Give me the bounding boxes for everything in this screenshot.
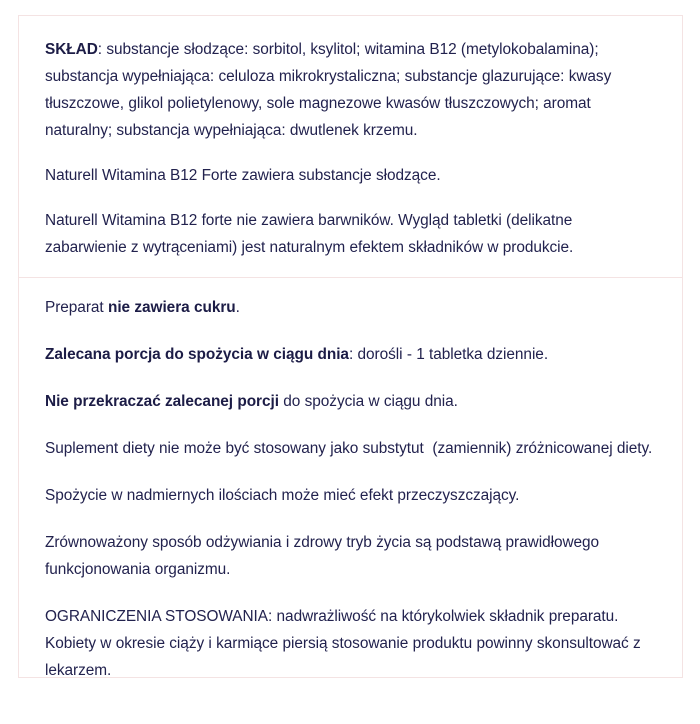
composition-paragraph-bold-lead: SKŁAD xyxy=(45,41,98,58)
composition-paragraph-text: : substancje słodzące: sorbitol, ksylitol; witamina B12 (metylokobalamina); substancja wypełniająca: celuloza mikrokrystaliczna; substancje glazurujące: kwasy tłuszczowe, glikol polietylenowy, sole magnezowe kwasów tłuszczowych; aromat naturalny; substancja wypełniająca: dwutlenek krzemu. xyxy=(45,41,612,139)
usage-paragraph-text: . xyxy=(235,299,240,316)
composition-paragraph xyxy=(45,36,658,144)
usage-paragraph-text: Zrównoważony sposób odżywiania i zdrowy tryb życia są podstawą prawidłowego funkcjonowania organizmu. xyxy=(45,534,600,578)
composition-section xyxy=(19,16,682,277)
usage-paragraph xyxy=(45,294,658,321)
usage-paragraph-prefix: Preparat xyxy=(45,299,108,316)
usage-paragraph-text: : dorośli - 1 tabletka dziennie. xyxy=(348,346,549,363)
usage-paragraph-bold-lead: nie zawiera cukru xyxy=(107,299,236,316)
usage-paragraph xyxy=(45,529,658,583)
usage-section xyxy=(19,278,682,724)
composition-paragraph xyxy=(45,162,658,189)
composition-paragraph xyxy=(45,207,658,261)
usage-paragraph-bold-lead: Zalecana porcja do spożycia w ciągu dnia xyxy=(45,346,349,363)
usage-paragraph-text: Suplement diety nie może być stosowany jako substytut (zamiennik) zróżnicowanej diety. xyxy=(45,440,653,457)
product-info-panel xyxy=(18,15,683,678)
usage-paragraph xyxy=(45,341,658,368)
composition-paragraph-text: Naturell Witamina B12 forte nie zawiera barwników. Wygląd tabletki (delikatne zabarwienie z wytrąceniami) jest naturalnym efektem składników w produkcie. xyxy=(45,212,574,256)
composition-paragraph-text: Naturell Witamina B12 Forte zawiera substancje słodzące. xyxy=(45,167,441,184)
usage-paragraph-bold-lead: Nie przekraczać zalecanej porcji xyxy=(45,393,279,410)
usage-paragraph xyxy=(45,482,658,509)
usage-paragraph xyxy=(45,435,658,462)
usage-restrictions-paragraph xyxy=(45,603,658,684)
usage-paragraph-text: Spożycie w nadmiernych ilościach może mieć efekt przeczyszczający. xyxy=(45,487,520,504)
usage-paragraph xyxy=(45,388,658,415)
usage-paragraph-text: do spożycia w ciągu dnia. xyxy=(278,393,458,410)
usage-restrictions-text: OGRANICZENIA STOSOWANIA: nadwrażliwość na którykolwiek składnik preparatu. Kobiety w okresie ciąży i karmiące piersią stosowanie produktu powinny skonsultować z lekarzem. xyxy=(45,608,641,679)
